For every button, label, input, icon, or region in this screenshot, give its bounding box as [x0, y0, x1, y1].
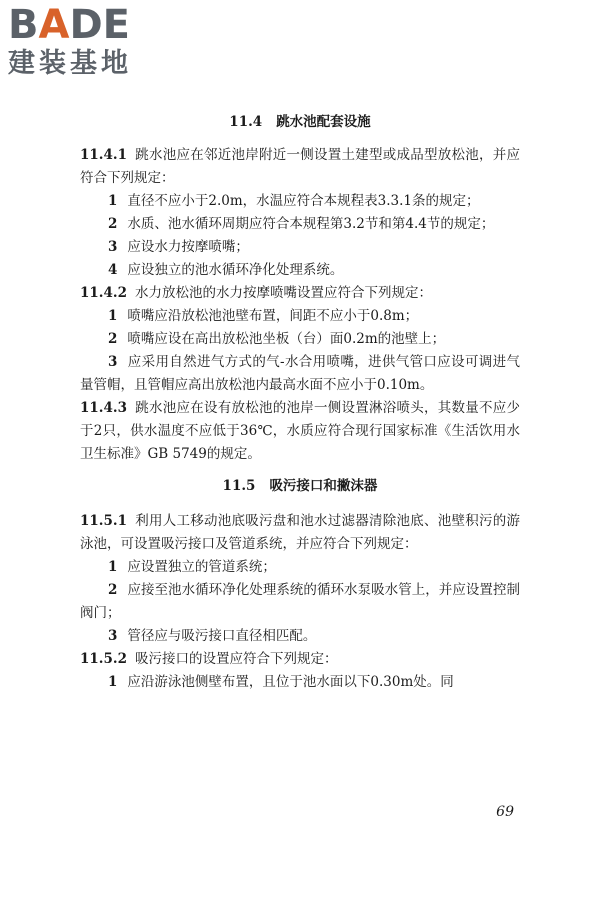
logo-subtitle: 建装基地 [8, 48, 132, 79]
logo-wordmark: BADE [8, 2, 130, 48]
clause-11-4-2: 11.4.2 水力放松池的水力按摩喷嘴设置应符合下列规定： [80, 285, 432, 301]
page-number: 69 [496, 804, 514, 820]
clause-11-4-2-item: 2 喷嘴应设在高出放松池坐板（台）面0.2m的池壁上； [108, 331, 446, 347]
document-body [80, 112, 520, 694]
clause-11-5-2: 11.5.2 吸污接口的设置应符合下列规定： [80, 651, 338, 667]
clause-11-4-1-item: 1 直径不应小于2.0m，水温应符合本规程表3.3.1条的规定； [108, 193, 480, 209]
clause-11-4-1-item: 4 应设独立的池水循环净化处理系统。 [108, 262, 344, 278]
clause-11-5-1-item: 2 应接至池水循环净化处理系统的循环水泵吸水管上，并应设置控制阀门； [80, 582, 520, 621]
clause-11-4-2-item: 3 应采用自然进气方式的气-水合用喷嘴，进供气管口应设可调进气量管帽，且管帽应高出放松池内最高水面不应小于0.10m。 [80, 354, 520, 393]
clause-11-4-1-item: 3 应设水力按摩喷嘴； [108, 239, 249, 255]
clause-11-4-1-item: 2 水质、池水循环周期应符合本规程第3.2节和第4.4节的规定； [108, 216, 495, 232]
clause-11-4-2-item: 1 喷嘴应沿放松池池壁布置，间距不应小于0.8m； [108, 308, 419, 324]
bade-logo [8, 4, 178, 84]
section-heading-11-4: 11.4 跳水池配套设施 [229, 114, 371, 130]
clause-11-5-1-item: 1 应设置独立的管道系统； [108, 559, 276, 575]
clause-11-5-1-item: 3 管径应与吸污接口直径相匹配。 [108, 628, 317, 644]
clause-11-5-2-item: 1 应沿游泳池侧壁布置，且位于池水面以下0.30m处。同 [108, 674, 454, 690]
clause-11-4-3: 11.4.3 跳水池应在设有放松池的池岸一侧设置淋浴喷头，其数量不应少于2只，供水温度不应低于36℃，水质应符合现行国家标准《生活饮用水卫生标准》GB 5749的规定。 [80, 400, 520, 462]
clause-11-4-1: 11.4.1 跳水池应在邻近池岸附近一侧设置土建型或成品型放松池，并应符合下列规定： [80, 147, 520, 186]
section-heading-11-5: 11.5 吸污接口和撇沫器 [222, 478, 378, 494]
clause-11-5-1: 11.5.1 利用人工移动池底吸污盘和池水过滤器清除池底、池壁积污的游泳池，可设置吸污接口及管道系统，并应符合下列规定： [80, 513, 520, 552]
